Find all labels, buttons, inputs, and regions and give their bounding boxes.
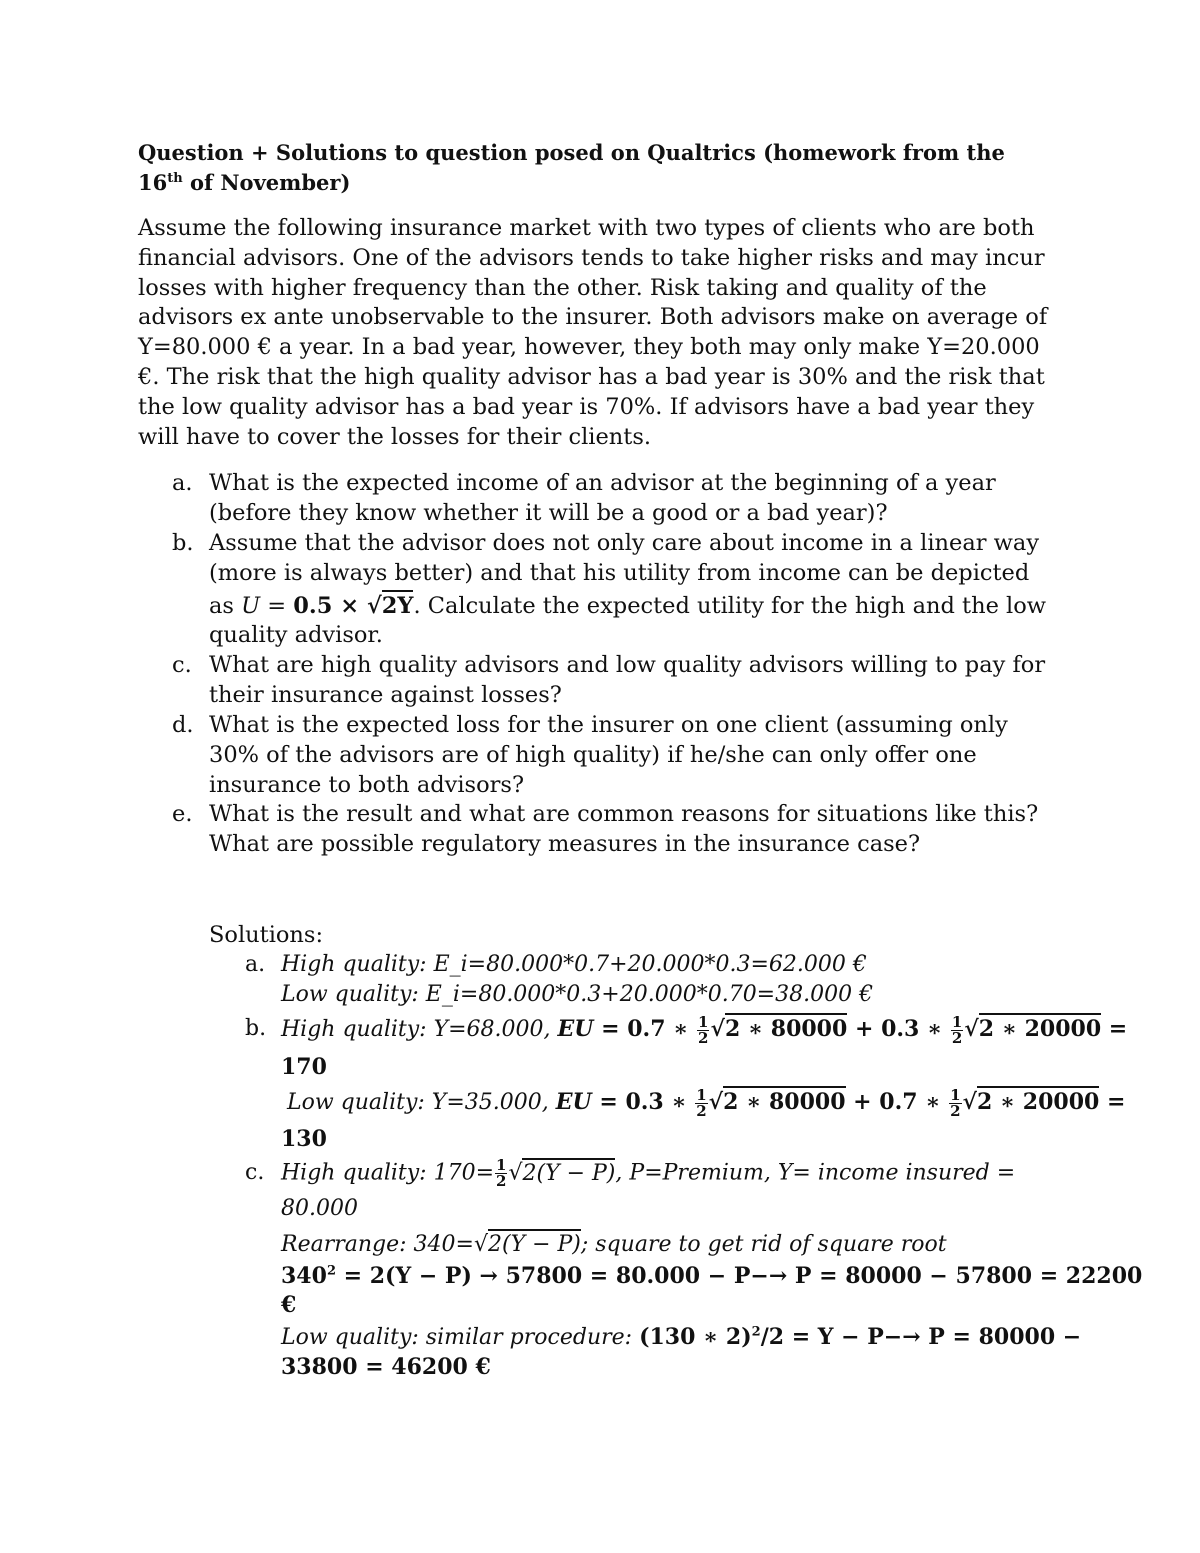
formula-exponent: 2 [326, 1263, 336, 1279]
question-letter: a. [172, 470, 193, 496]
fraction-numerator: 1 [950, 1085, 961, 1104]
solution-text: Low quality: similar procedure: [281, 1325, 640, 1350]
intro-line: Y=80.000 € a year. In a bad year, however, they both may only make Y=20.000 [138, 334, 1040, 361]
formula-coefficient: 0.5 × [293, 592, 367, 619]
formula-radicand: 2 ∗ 80000 [723, 1086, 845, 1115]
solution-letter: a. [245, 952, 266, 977]
formula-term: /2 = Y − P−→ P = 80000 − [760, 1324, 1082, 1350]
solution-letter: b. [245, 1016, 267, 1041]
solution-c-line: High quality: 170= $\frac{1}{2}$ √2(Y − P), P=Premium, Y= income insured = [281, 1156, 1016, 1190]
question-line: What are high quality advisors and low quality advisors willing to pay for [209, 652, 1046, 678]
question-line: Assume that the advisor does not only care about income in a linear way [209, 530, 1040, 556]
question-text: as [209, 592, 242, 619]
solution-c-line: Rearrange: 340=√2(Y − P); square to get rid of square root [281, 1230, 947, 1260]
formula-variable: EU [557, 1016, 594, 1042]
solution-a-low: Low quality: E_i=80.000*0.3+20.000*0.70=38.000 € [281, 982, 874, 1007]
solution-b-high: High quality: Y=68.000, EU = 0.7 ∗ $\frac{1}{2}$ √2 ∗ 80000 + 0.3 ∗ $\frac{1}{2}$ √2 ∗ 20000 = [281, 1012, 1128, 1047]
question-line: What are possible regulatory measures in the insurance case? [209, 830, 921, 857]
fraction-half [951, 1012, 963, 1047]
formula-term: = 0.3 ∗ [591, 1089, 695, 1115]
formula-operator: = [260, 592, 294, 619]
question-letter: d. [172, 712, 194, 738]
solution-b-low: Low quality: Y=35.000, EU = 0.3 ∗ $\frac{1}{2}$ √2 ∗ 80000 + 0.7 ∗ $\frac{1}{2}$ √2 ∗ 20000 = [287, 1085, 1126, 1120]
question-letter: c. [172, 652, 192, 678]
fraction-half [695, 1085, 707, 1120]
formula-term: + 0.7 ∗ [845, 1089, 949, 1115]
question-letter: e. [172, 801, 193, 827]
formula-variable: U [241, 592, 261, 619]
intro-line: losses with higher frequency than the other. Risk taking and quality of the [138, 274, 987, 301]
solution-text: Rearrange: 340= [281, 1232, 474, 1257]
intro-line: €. The risk that the high quality advisor has a bad year is 30% and the risk that [138, 363, 1045, 390]
formula-operator: = [1101, 1016, 1128, 1042]
intro-line: financial advisors. One of the advisors tends to take higher risks and may incur [138, 244, 1045, 271]
formula-term: = 2(Y − P) → 57800 = 80.000 − P−→ P = 80000 − 57800 = 22200 [335, 1263, 1143, 1289]
title-line-2: of November) [182, 170, 351, 195]
question-line: 30% of the advisors are of high quality) if he/she can only offer one [209, 741, 977, 768]
question-line: as U = 0.5 × √2Y. Calculate the expected utility for the high and the low [209, 592, 1046, 622]
solution-letter: c. [245, 1160, 265, 1185]
intro-line: will have to cover the losses for their clients. [138, 423, 652, 450]
intro-line: the low quality advisor has a bad year is 70%. If advisors have a bad year they [138, 393, 1035, 420]
intro-paragraph [138, 214, 1073, 452]
fraction-half [697, 1012, 709, 1047]
question-line: What is the result and what are common reasons for situations like this? [209, 801, 1039, 827]
question-line: What is the expected loss for the insurer on one client (assuming only [209, 712, 1008, 738]
fraction-denominator: 2 [950, 1101, 961, 1120]
fraction-numerator: 1 [698, 1012, 709, 1031]
fraction-numerator: 1 [696, 1085, 707, 1104]
formula-radicand: 2 ∗ 80000 [725, 1013, 847, 1042]
formula-radicand: 2 ∗ 20000 [977, 1086, 1099, 1115]
solution-b-low-result: 130 [281, 1126, 327, 1152]
formula-radicand: 2Y [382, 590, 414, 619]
solution-text: ; square to get rid of square root [580, 1232, 947, 1257]
formula-term: 340 [281, 1263, 327, 1289]
solution-c-line: 33800 = 46200 € [281, 1354, 491, 1380]
title-date-number: 16 [138, 170, 168, 195]
fraction-half [949, 1085, 961, 1120]
title-line-1: Question + Solutions to question posed on Qualtrics (homework from the [138, 140, 1005, 165]
solution-text: Low quality: Y=35.000, [287, 1090, 556, 1115]
fraction-denominator: 2 [951, 1028, 963, 1047]
fraction-denominator: 2 [698, 1028, 709, 1047]
fraction-numerator: 1 [951, 1012, 963, 1031]
formula-exponent: 2 [751, 1324, 761, 1340]
formula-term: (130 ∗ 2) [639, 1324, 752, 1350]
intro-line: Assume the following insurance market with two types of clients who are both [138, 215, 1035, 241]
solution-text: High quality: Y=68.000, [281, 1017, 558, 1042]
title-date-suffix: th [167, 171, 183, 186]
question-line: (more is always better) and that his utility from income can be depicted [209, 559, 1030, 586]
question-line: quality advisor. [209, 622, 383, 649]
formula-radicand: 2(Y − P) [488, 1229, 581, 1257]
question-letter: b. [172, 530, 194, 556]
question-text: . Calculate the expected utility for the high and the low [413, 592, 1047, 619]
intro-line: advisors ex ante unobservable to the insurer. Both advisors make on average of [138, 304, 1048, 331]
solution-text: High quality: 170= [281, 1160, 495, 1186]
solutions-heading: Solutions: [209, 922, 324, 948]
fraction-denominator: 2 [496, 1172, 507, 1190]
formula-term: = 0.7 ∗ [593, 1016, 697, 1042]
question-line: What is the expected income of an advisor at the beginning of a year [209, 470, 996, 496]
solution-b-high-result: 170 [281, 1054, 327, 1080]
solution-c-line [281, 1261, 1142, 1291]
fraction-half [495, 1158, 507, 1189]
formula-radicand: 2(Y − P) [522, 1158, 615, 1186]
solution-c-line: € [281, 1292, 297, 1318]
document-title [138, 138, 1068, 198]
fraction-numerator: 1 [496, 1156, 507, 1174]
formula-operator: = [1099, 1089, 1126, 1115]
solution-a-high: High quality: E_i=80.000*0.7+20.000*0.3=62.000 € [281, 952, 867, 977]
solution-text: , P=Premium, Y= income insured = [615, 1160, 1016, 1186]
question-line: (before they know whether it will be a good or a bad year)? [209, 499, 888, 526]
question-line: their insurance against losses? [209, 681, 562, 708]
solution-c-line [281, 1322, 1081, 1353]
fraction-denominator: 2 [696, 1101, 707, 1120]
formula-variable: EU [555, 1089, 592, 1115]
formula-term: + 0.3 ∗ [847, 1016, 950, 1042]
question-line: insurance to both advisors? [209, 771, 525, 798]
formula-radicand: 2 ∗ 20000 [979, 1013, 1101, 1042]
solution-c-line: 80.000 [281, 1196, 358, 1221]
